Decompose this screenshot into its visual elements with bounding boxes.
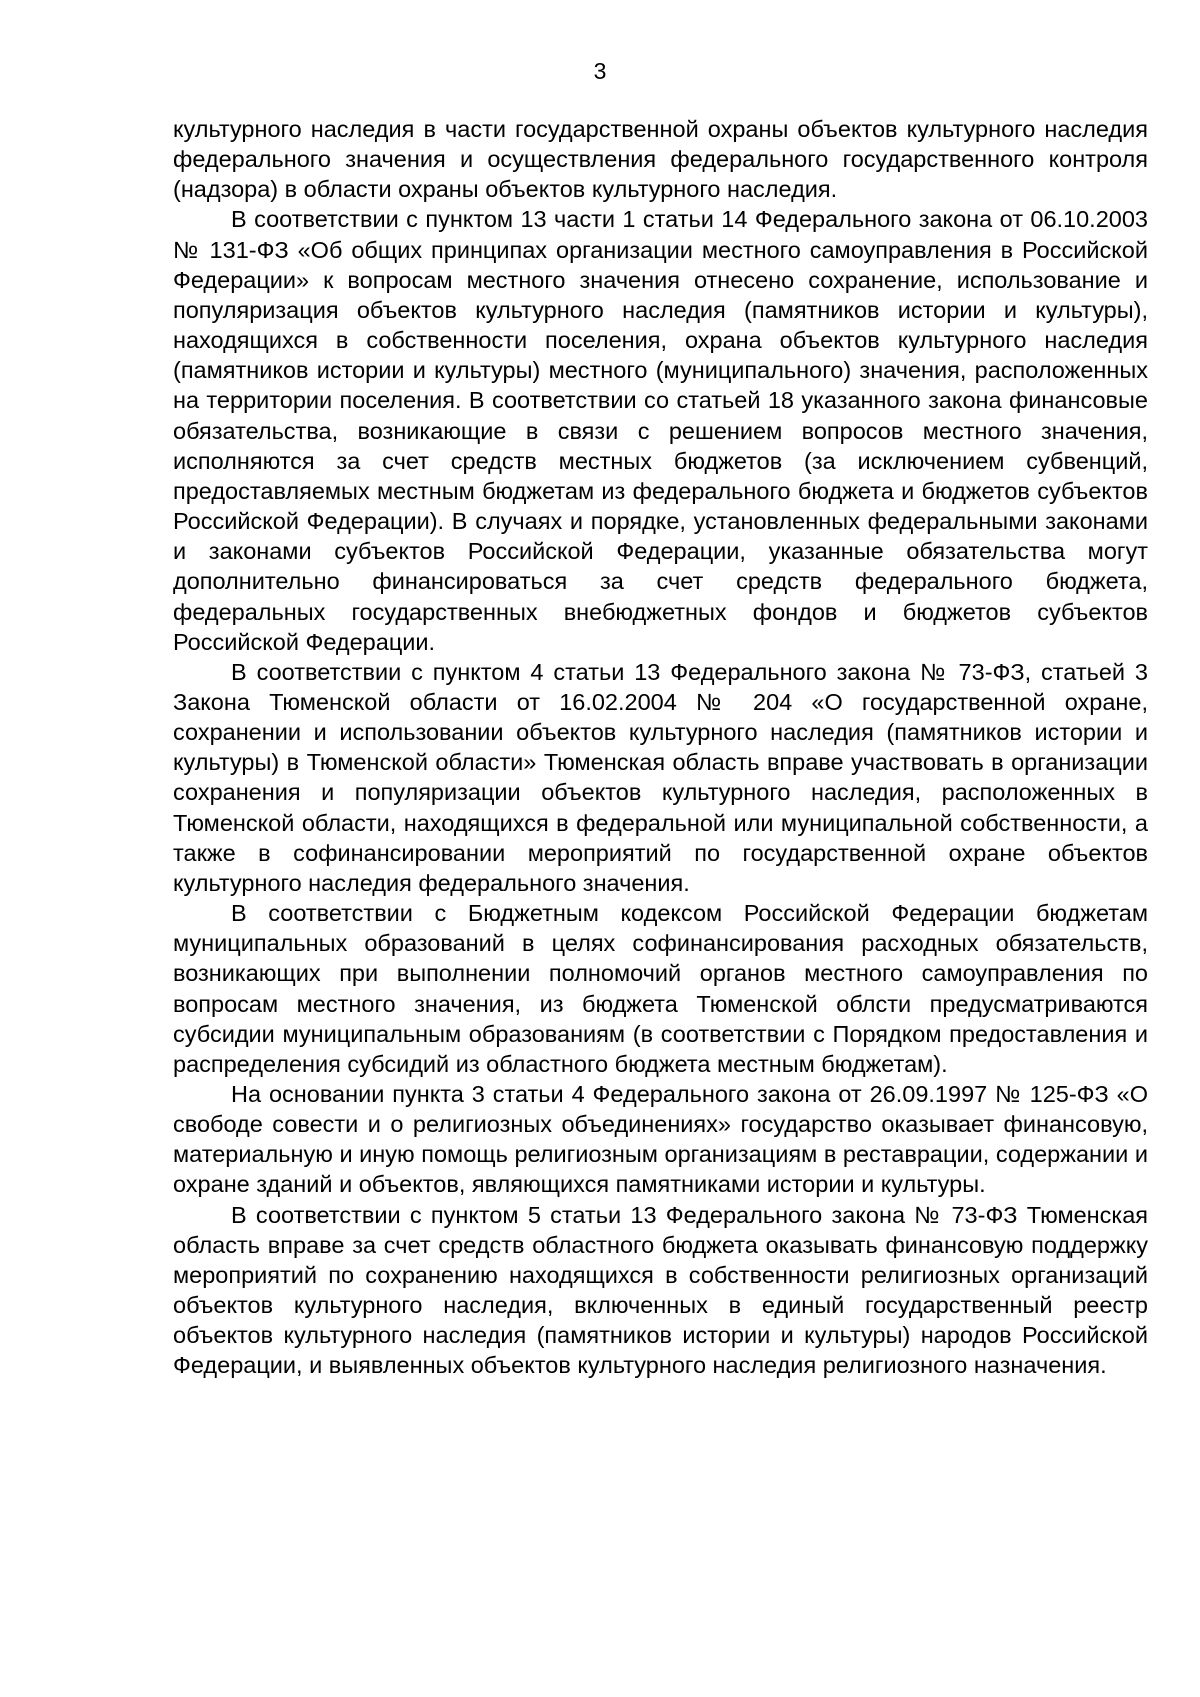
- paragraph-73-fz-tyumen-law: В соответствии с пунктом 4 статьи 13 Федерального закона № 73-ФЗ, статьей 3 Закона Тюменской области от 16.02.2004 № 204 «О государственной охране, сохранении и использовании объектов культурного наследия (памятников истории и культуры) в Тюменской области» Тюменская область вправе участвовать в организации сохранения и популяризации объектов культурного наследия, расположенных в Тюменской области, находящихся в федеральной или муниципальной собственности, а также в софинансировании мероприятий по государственной охране объектов культурного наследия федерального значения.: [173, 658, 1148, 896]
- page-number: 3: [593, 58, 607, 84]
- paragraph-131-fz: В соответствии с пунктом 13 части 1 статьи 14 Федерального закона от 06.10.2003 № 131-ФЗ «Об общих принципах организации местного самоуправления в Российской Федерации» к вопросам местного значения отнесено сохранение, использование и популяризация объектов культурного наследия (памятников истории и культуры), находящихся в собственности поселения, охрана объектов культурного наследия (памятников истории и культуры) местного (муниципального) значения, расположенных на территории поселения. В соответствии со статьей 18 указанного закона финансовые обязательства, возникающие в связи с решением вопросов местного значения, исполняются за счет средств местных бюджетов (за исключением субвенций, предоставляемых местным бюджетам из федерального бюджета и бюджетов субъектов Российской Федерации). В случаях и порядке, установленных федеральными законами и законами субъектов Российской Федерации, указанные обязательства могут дополнительно финансироваться за счет средств федерального бюджета, федеральных государственных внебюджетных фондов и бюджетов субъектов Российской Федерации.: [173, 206, 1148, 655]
- paragraph-continuation: культурного наследия в части государственной охраны объектов культурного наследия федерального значения и осуществления федерального государственного контроля (надзора) в области охраны объектов культурного наследия.: [173, 116, 1148, 203]
- paragraph-budget-code: В соответствии с Бюджетным кодексом Российской Федерации бюджетам муниципальных образований в целях софинансирования расходных обязательств, возникающих при выполнении полномочий органов местного самоуправления по вопросам местного значения, из бюджета Тюменской облсти предусматриваются субсидии муниципальным образованиям (в соответствии с Порядком предоставления и распределения субсидий из областного бюджета местным бюджетам).: [173, 900, 1148, 1077]
- paragraph-125-fz: На основании пункта 3 статьи 4 Федерального закона от 26.09.1997 № 125-ФЗ «О свободе совести и о религиозных объединениях» государство оказывает финансовую, материальную и иную помощь религиозным организациям в реставрации, содержании и охране зданий и объектов, являющихся памятниками истории и культуры.: [173, 1081, 1148, 1198]
- document-body: [173, 114, 1148, 1381]
- paragraph-73-fz-religious: В соответствии с пунктом 5 статьи 13 Федерального закона № 73-ФЗ Тюменская область вправе за счет средств областного бюджета оказывать финансовую поддержку мероприятий по сохранению находящихся в собственности религиозных организаций объектов культурного наследия, включенных в единый государственный реестр объектов культурного наследия (памятников истории и культуры) народов Российской Федерации, и выявленных объектов культурного наследия религиозного назначения.: [173, 1201, 1148, 1379]
